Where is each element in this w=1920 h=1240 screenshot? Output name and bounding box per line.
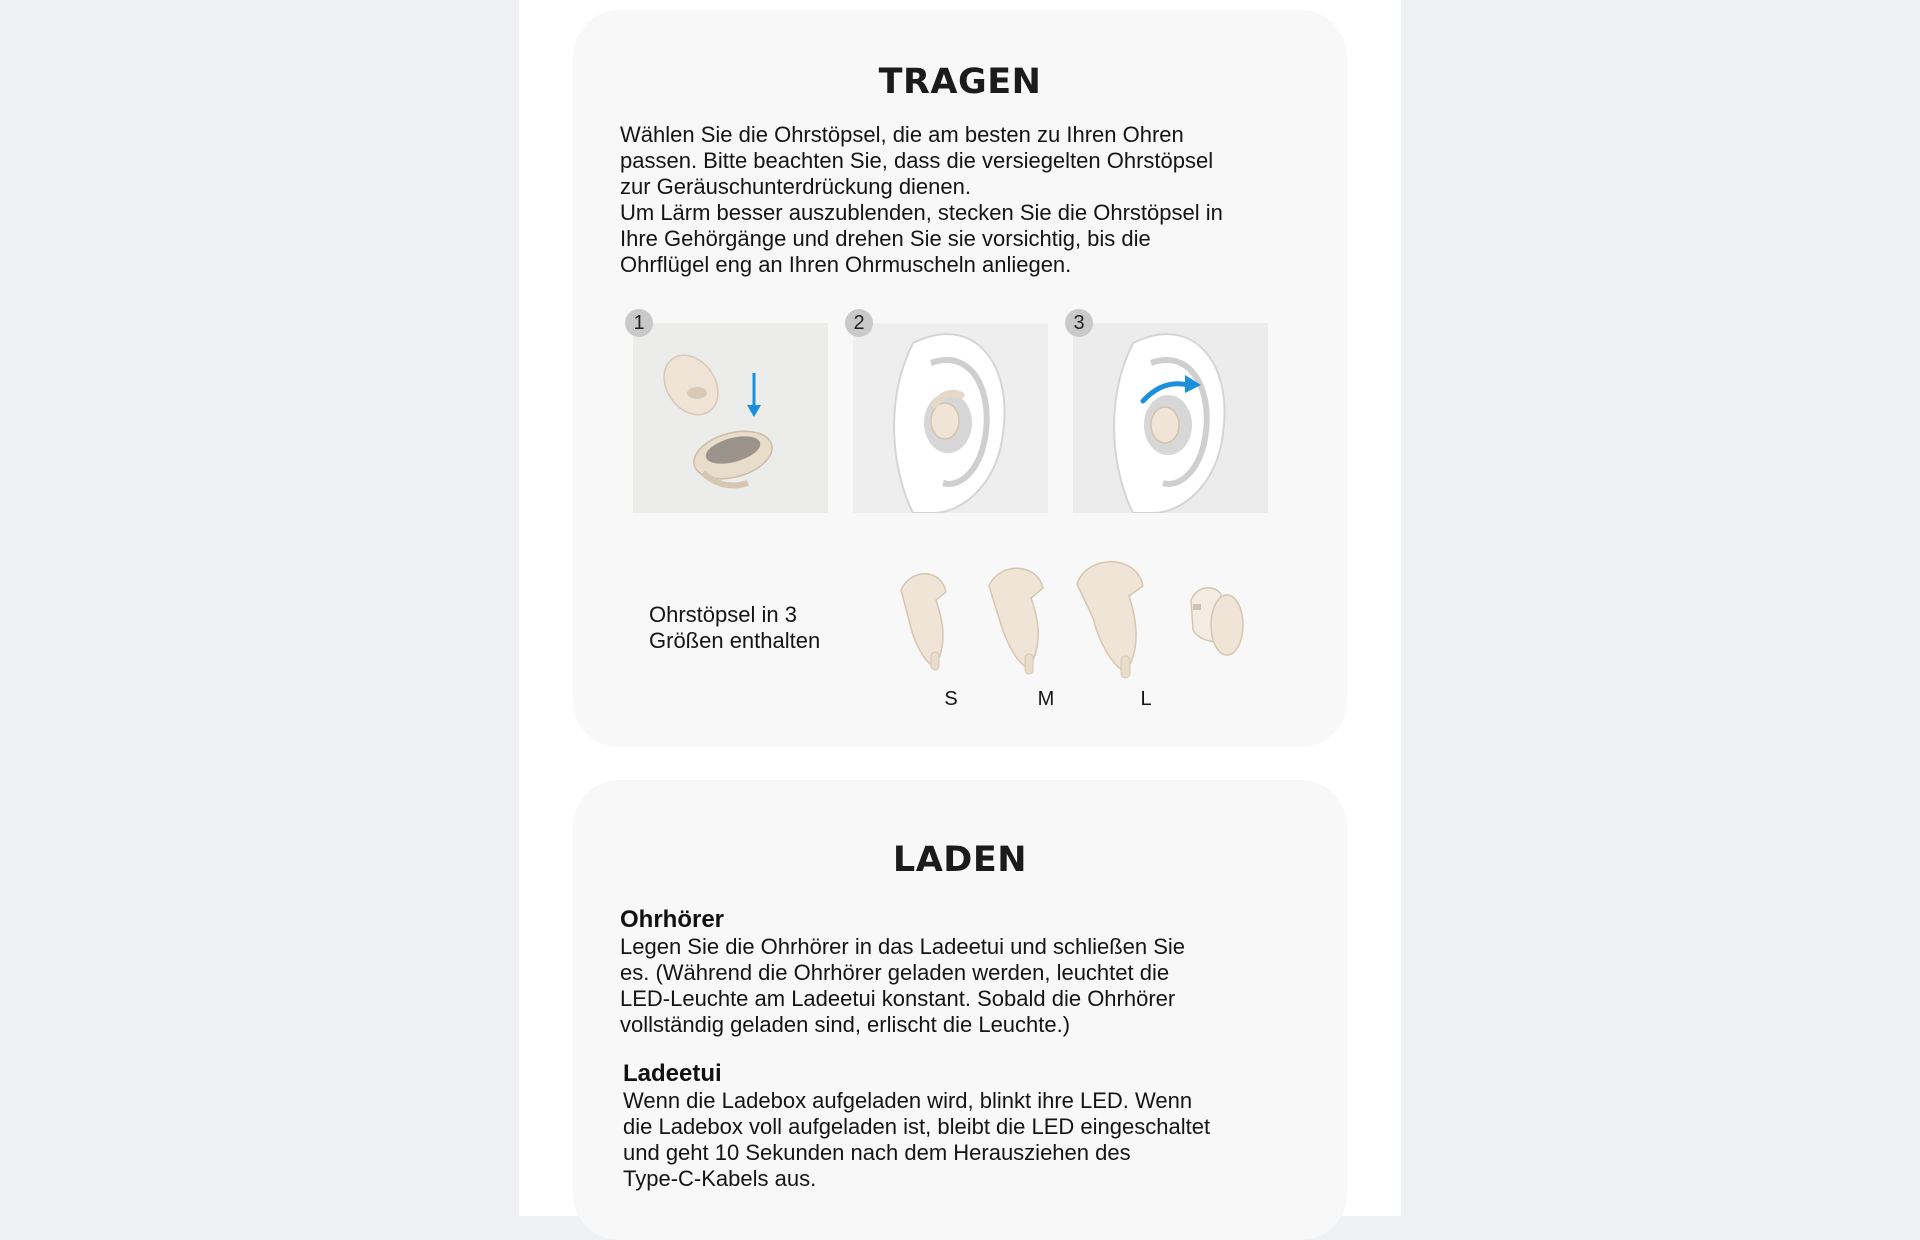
wear-line: passen. Bitte beachten Sie, dass die versiegelten Ohrstöpsel [620, 148, 1214, 173]
earbuds-line: Legen Sie die Ohrhörer in das Ladeetui und schließen Sie [620, 934, 1186, 959]
case-line: Wenn die Ladebox aufgeladen wird, blinkt ihre LED. Wenn [623, 1088, 1193, 1113]
wear-line: Um Lärm besser auszublenden, stecken Sie die Ohrstöpsel in [620, 200, 1223, 225]
ear-tip-small [891, 570, 961, 680]
case-paragraph [623, 1088, 1210, 1192]
step-badge: 1 [625, 309, 653, 337]
case-line: Type-C-Kabels aus. [623, 1166, 817, 1191]
wear-line: Ohrflügel eng an Ihren Ohrmuscheln anliegen. [620, 252, 1072, 277]
wear-line: Wählen Sie die Ohrstöpsel, die am besten zu Ihren Ohren [620, 122, 1184, 147]
wear-line: Ihre Gehörgänge und drehen Sie sie vorsichtig, bis die [620, 226, 1151, 251]
wear-line: zur Geräuschunterdrückung dienen. [620, 174, 971, 199]
case-line: die Ladebox voll aufgeladen ist, bleibt die LED eingeschaltet [623, 1114, 1211, 1139]
size-label-m: M [1037, 688, 1055, 710]
earbud-side-view [1183, 580, 1253, 670]
size-label-s: S [944, 688, 958, 710]
earbuds-line: vollständig geladen sind, erlischt die Leuchte.) [620, 1012, 1071, 1037]
step-badge: 3 [1065, 309, 1093, 337]
wear-paragraph [620, 122, 1223, 278]
earbuds-heading: Ohrhörer [620, 906, 725, 933]
case-heading: Ladeetui [623, 1060, 722, 1087]
earbuds-line: LED-Leuchte am Ladeetui konstant. Sobald die Ohrhörer [620, 986, 1176, 1011]
ear-tip-medium [983, 566, 1053, 682]
page-column [519, 0, 1401, 1216]
ear-tip-large [1073, 560, 1153, 686]
charge-card [573, 780, 1347, 1240]
step-3-image [1073, 323, 1268, 513]
size-label-l: L [1140, 688, 1152, 710]
wear-card [573, 10, 1347, 747]
charge-title: LADEN [892, 840, 1028, 880]
earbuds-line: es. (Während die Ohrhörer geladen werden, leuchtet die [620, 960, 1170, 985]
step-1-image [633, 323, 828, 513]
earbuds-paragraph [620, 934, 1185, 1038]
wear-title: TRAGEN [878, 62, 1042, 102]
sizes-label [649, 602, 820, 654]
step-badge: 2 [845, 309, 873, 337]
step-2-image [853, 323, 1048, 513]
case-line: und geht 10 Sekunden nach dem Herausziehen des [623, 1140, 1131, 1165]
sizes-label-line: Ohrstöpsel in 3 [649, 602, 797, 627]
sizes-label-line: Größen enthalten [649, 628, 821, 653]
